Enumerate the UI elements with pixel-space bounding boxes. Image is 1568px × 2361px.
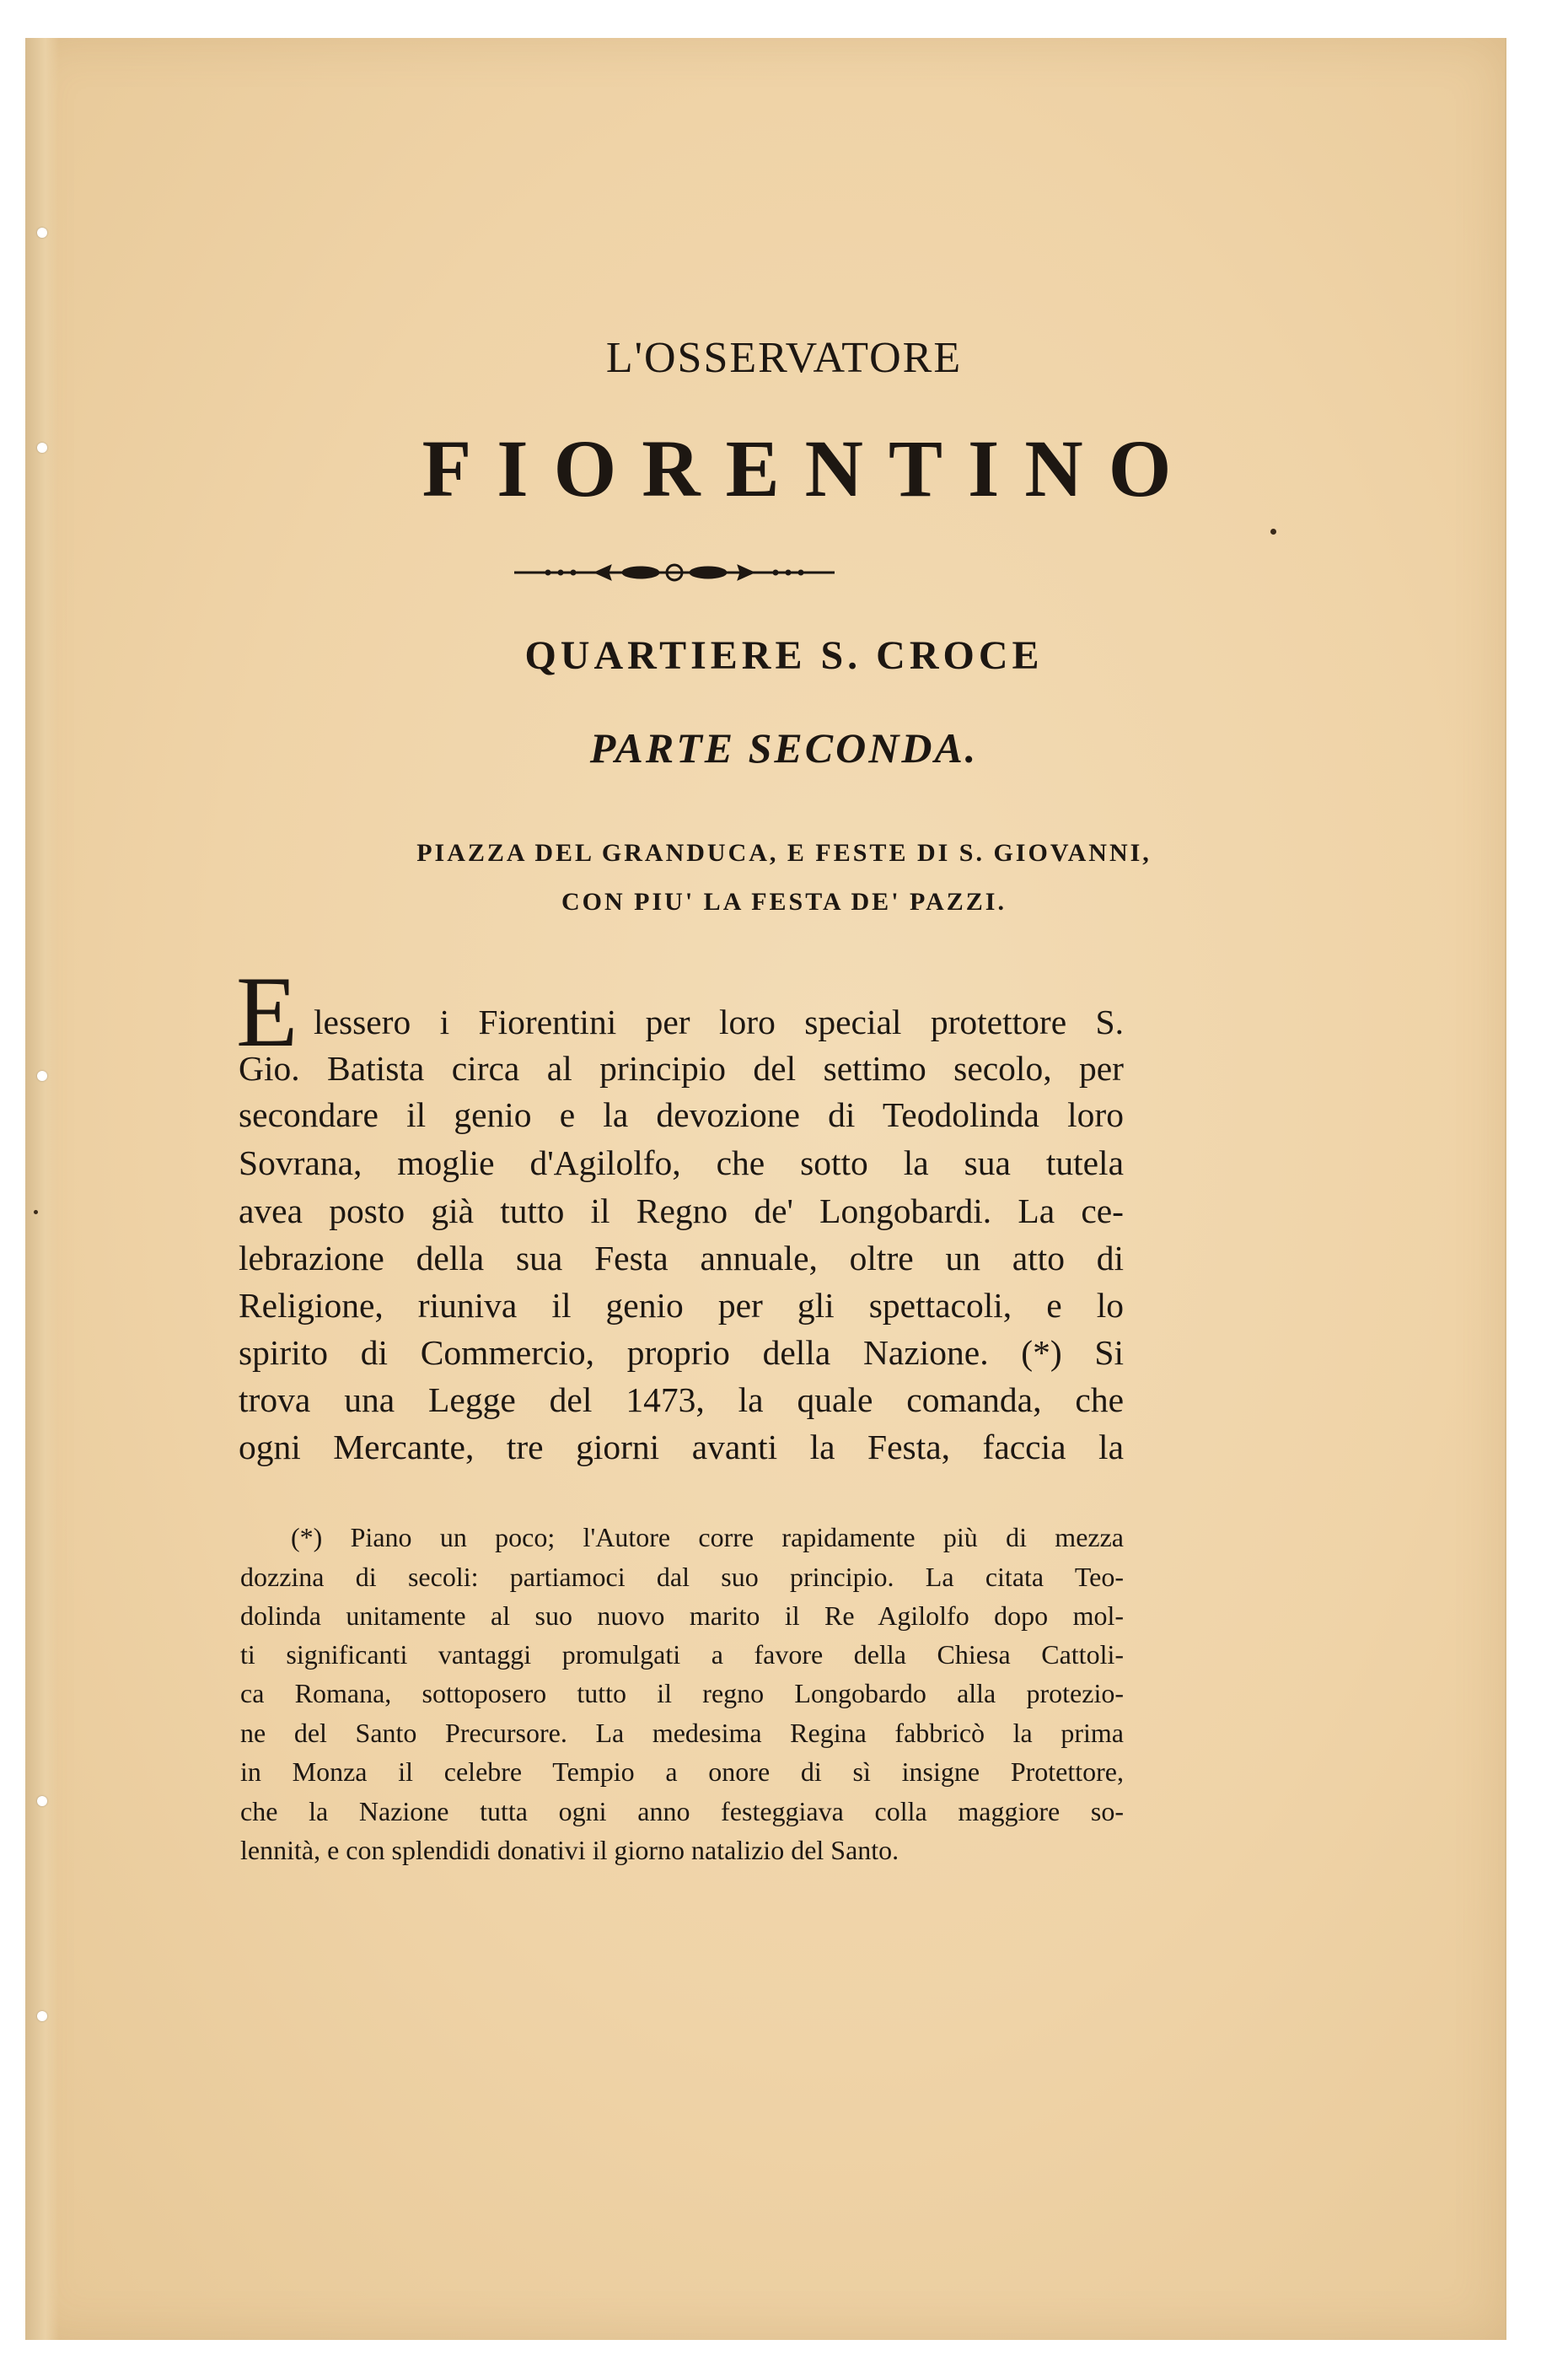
section-caps-line: PIAZZA DEL GRANDUCA, E FESTE DI S. GIOVANNI,: [416, 839, 1152, 867]
big-title: FIORENTINO: [422, 423, 1197, 514]
footnote-line: lennità, e con splendidi donativi il giorno natalizio del Santo.: [240, 1835, 899, 1865]
section-caps-line: CON PIU' LA FESTA DE' PAZZI.: [561, 888, 1007, 916]
body-text-line: Gio. Batista circa al principio del settimo secolo, per: [239, 1049, 1124, 1088]
body-text-line: trova una Legge del 1473, la quale comanda, che: [239, 1380, 1124, 1419]
footnote-line: ne del Santo Precursore. La medesima Regina fabbricò la prima: [240, 1718, 1124, 1748]
footnote-line: che la Nazione tutta ogni anno festeggiava colla maggiore so-: [240, 1796, 1124, 1826]
small-title: L'OSSERVATORE: [605, 334, 963, 382]
sewing-hole: [37, 228, 47, 238]
ornament-divider-icon: [514, 558, 835, 587]
ink-fleck: [34, 1210, 38, 1214]
ink-fleck: [1270, 529, 1276, 535]
footnote-line: dolinda unitamente al suo nuovo marito il Re Agilolfo dopo mol-: [240, 1600, 1124, 1631]
sewing-hole: [37, 1796, 47, 1806]
footnote-line: ti significanti vantaggi promulgati a favore della Chiesa Cattoli-: [240, 1639, 1124, 1670]
section-subtitle: PARTE SECONDA.: [589, 724, 979, 772]
body-text-line: Religione, riuniva il genio per gli spettacoli, e lo: [239, 1286, 1124, 1325]
drop-cap-initial: E: [236, 955, 298, 1068]
section-title: QUARTIERE S. CROCE: [524, 633, 1044, 678]
footnote-line: in Monza il celebre Tempio a onore di sì insigne Protettore,: [240, 1756, 1124, 1787]
body-text-line: lebrazione della sua Festa annuale, oltre un atto di: [239, 1239, 1124, 1277]
body-text-line: secondare il genio e la devozione di Teodolinda loro: [239, 1095, 1124, 1134]
body-text-line: lessero i Fiorentini per loro special protettore S.: [314, 1003, 1124, 1041]
page-spine-edge: [25, 38, 59, 2340]
book-page: [25, 38, 1506, 2340]
body-text-line: Sovrana, moglie d'Agilolfo, che sotto la sua tutela: [239, 1143, 1124, 1182]
sewing-hole: [37, 2011, 47, 2021]
footnote-line: dozzina di secoli: partiamoci dal suo principio. La citata Teo-: [240, 1562, 1124, 1592]
body-text-line: avea posto già tutto il Regno de' Longobardi. La ce-: [239, 1191, 1124, 1230]
body-text-line: spirito di Commercio, proprio della Nazione. (*) Si: [239, 1333, 1124, 1372]
sewing-hole: [37, 1071, 47, 1081]
footnote-line: (*) Piano un poco; l'Autore corre rapidamente più di mezza: [291, 1522, 1124, 1552]
body-text-line: ogni Mercante, tre giorni avanti la Festa, faccia la: [239, 1428, 1124, 1466]
footnote-line: ca Romana, sottoposero tutto il regno Longobardo alla protezio-: [240, 1678, 1124, 1708]
